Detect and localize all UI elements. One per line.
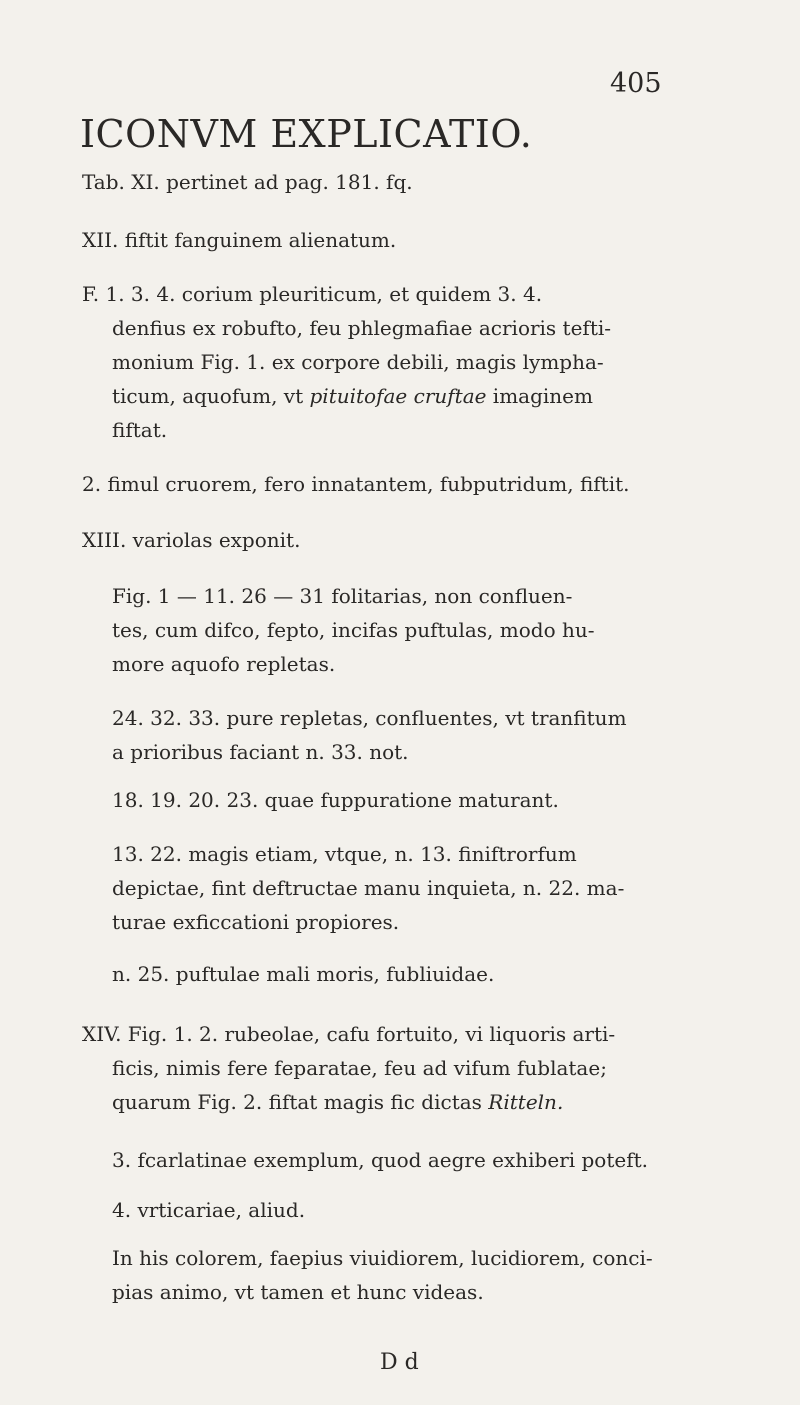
text-segment: ficis, nimis fere feparatae, feu ad vifum fublatae; [112,1056,607,1080]
text-segment: tes, cum difco, fepto, incifas puftulas, modo hu- [112,618,595,642]
text-segment: F. 1. 3. 4. corium pleuriticum, et quidem 3. 4. [82,282,543,306]
text-segment: denfius ex robufto, feu phlegmafiae acrioris tefti- [112,316,612,340]
text-segment: 4. vrticariae, aliud. [112,1198,306,1222]
text-line [82,530,300,550]
text-line [112,352,604,372]
italic-text: pituitofae cruftae [309,384,487,408]
text-line [112,964,494,984]
text-line [112,620,595,640]
page-number: 405 [610,68,662,99]
text-line [112,1200,305,1220]
signature-mark: D d [380,1350,419,1375]
text-segment: 13. 22. magis etiam, vtque, n. 13. finiftrorfum [112,842,577,866]
text-line [112,1282,484,1302]
text-segment: 18. 19. 20. 23. quae fuppuratione maturant. [112,788,559,812]
text-line [112,1058,607,1078]
text-segment: 2. fimul cruorem, fero innatantem, fubputridum, fiftit. [82,472,630,496]
text-line [112,1092,563,1112]
text-segment: imaginem [486,384,593,408]
text-segment: XIII. variolas exponit. [82,528,301,552]
text-line [112,844,577,864]
text-segment: ticum, aquofum, vt [112,384,310,408]
text-line [82,1024,615,1044]
text-segment: XIV. Fig. 1. 2. rubeolae, cafu fortuito, vi liquoris arti- [82,1022,616,1046]
text-line [112,912,399,932]
text-segment: Tab. XI. pertinet ad pag. 181. fq. [82,170,413,194]
text-segment: monium Fig. 1. ex corpore debili, magis lympha- [112,350,604,374]
text-segment: n. 25. puftulae mali moris, fubliuidae. [112,962,495,986]
text-segment: quarum Fig. 2. fiftat magis fic dictas [112,1090,489,1114]
text-line [112,586,572,606]
text-segment: pias animo, vt tamen et hunc videas. [112,1280,484,1304]
text-segment: 3. fcarlatinae exemplum, quod aegre exhiberi poteft. [112,1148,649,1172]
text-line [112,742,409,762]
text-segment: turae exficcationi propiores. [112,910,400,934]
text-line [112,1248,653,1268]
text-line [112,708,627,728]
text-line [112,790,559,810]
text-segment: more aquofo repletas. [112,652,336,676]
text-line [112,420,167,440]
text-segment: In his colorem, faepius viuidiorem, lucidiorem, conci- [112,1246,653,1270]
text-segment: 24. 32. 33. pure repletas, confluentes, vt tranfitum [112,706,627,730]
text-line [112,878,624,898]
text-line [112,386,593,406]
text-line [82,230,396,250]
text-segment: Fig. 1 — 11. 26 — 31 folitarias, non confluen- [112,584,573,608]
text-line [112,654,335,674]
text-segment: XII. fiftit fanguinem alienatum. [82,228,397,252]
text-line [112,318,611,338]
text-segment: fiftat. [112,418,168,442]
text-segment: a prioribus faciant n. 33. not. [112,740,409,764]
text-line [82,474,630,494]
text-segment: depictae, fint deftructae manu inquieta, n. 22. ma- [112,876,625,900]
italic-text: Ritteln. [488,1090,564,1114]
text-line [82,172,413,192]
page-title: ICONVM EXPLICATIO. [80,112,533,156]
text-line [82,284,542,304]
text-line [112,1150,648,1170]
